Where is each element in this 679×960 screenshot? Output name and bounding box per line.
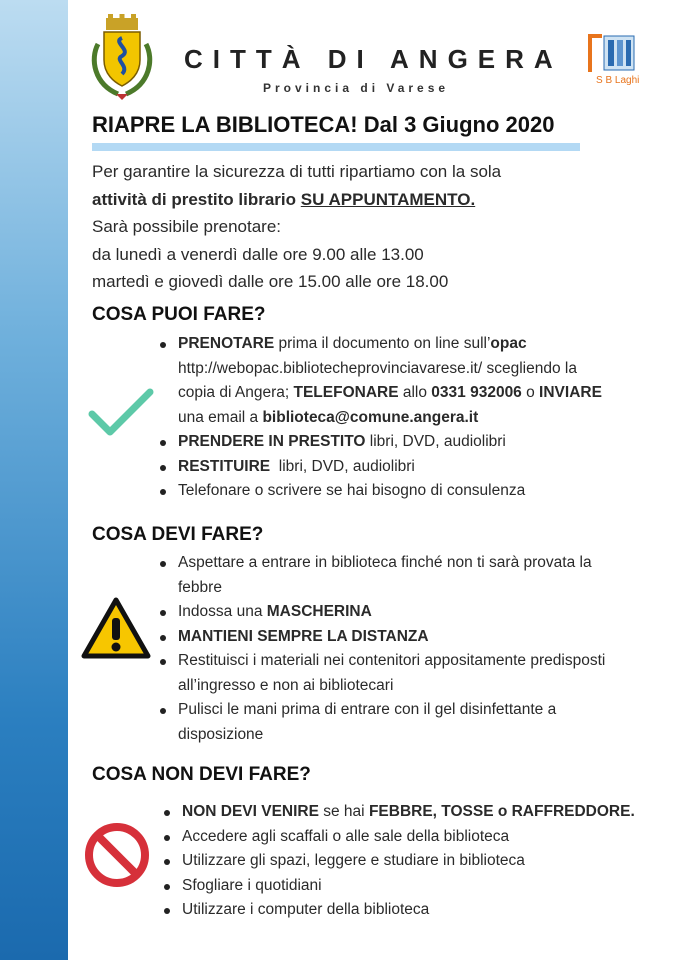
intro-line: martedì e giovedì dalle ore 15.00 alle ore 18.00 [92,272,449,291]
list-item: Restituisci i materiali nei contenitori appositamente predisposti all’ingresso e non ai bibliotecari [158,649,678,698]
city-coat-of-arms-logo [88,14,156,100]
intro-text [92,158,652,296]
list-item: Pulisci le mani prima di entrare con il gel disinfettante a disposizione [158,698,678,747]
province-name: Provincia di Varese [263,81,450,95]
intro-line: da lunedì a venerdì dalle ore 9.00 alle 13.00 [92,244,424,264]
sb-laghi-text: S B Laghi [596,75,640,86]
section-heading-puoi: COSA PUOI FARE? [92,304,266,325]
decorative-sidebar [0,0,68,960]
city-name: CITTÀ DI ANGERA [184,44,563,74]
title-underline [92,143,580,151]
list-item: Utilizzare i computer della biblioteca [162,898,672,923]
puoi-list [158,332,658,504]
intro-line: Per garantire la sicurezza di tutti ripartiamo con la sola [92,162,502,181]
list-item: NON DEVI VENIRE se hai FEBBRE, TOSSE o RAFFREDDORE. [162,800,672,825]
list-item: PRENDERE IN PRESTITO libri, DVD, audiolibri [158,430,658,455]
list-item: PRENOTARE prima il documento on line sull’opac http://webopac.bibliotecheprovinciavarese.it/ scegliendo la copia di Angera; TELEFONARE allo 0331 932006 o INVIARE una email a biblioteca@comune.angera.it [158,332,658,430]
list-item: Utilizzare gli spazi, leggere e studiare in biblioteca [162,849,672,874]
list-item: MANTIENI SEMPRE LA DISTANZA [158,625,678,650]
list-item: Aspettare a entrare in biblioteca finché non ti sarà provata la febbre [158,551,678,600]
poster [68,0,679,960]
section-heading-non-devi: COSA NON DEVI FARE? [92,764,311,785]
list-item: Indossa una MASCHERINA [158,600,678,625]
intro-line: attività di prestito librario SU APPUNTAMENTO. [92,189,476,209]
sb-laghi-logo [586,30,644,88]
list-item: Telefonare o scrivere se hai bisogno di consulenza [158,479,658,504]
checkmark-icon [88,386,154,440]
list-item: Accedere agli scaffali o alle sale della biblioteca [162,825,672,850]
intro-line: Sarà possibile prenotare: [92,217,282,236]
list-item: RESTITUIRE libri, DVD, audiolibri [158,455,658,480]
list-item: Sfogliare i quotidiani [162,874,672,899]
prohibited-icon [84,822,150,888]
warning-icon [80,596,152,660]
page-title: RIAPRE LA BIBLIOTECA! Dal 3 Giugno 2020 [92,112,555,137]
devi-list [158,551,678,747]
non-devi-list [162,800,672,923]
section-heading-devi: COSA DEVI FARE? [92,524,264,545]
